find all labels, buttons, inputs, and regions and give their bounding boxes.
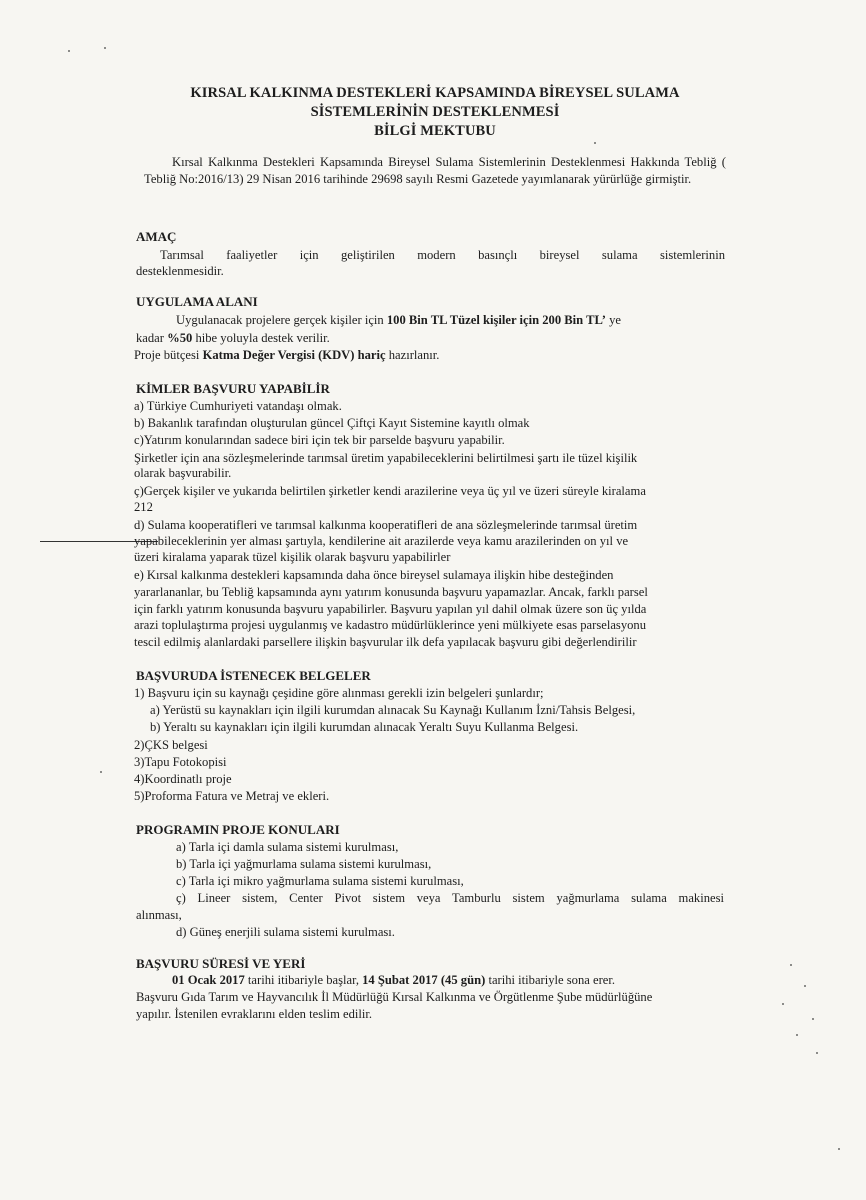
uygulama-line3: [134, 348, 439, 363]
uygulama-line1: [176, 313, 621, 328]
document-title-line2: SİSTEMLERİNİN DESTEKLENMESİ: [310, 104, 560, 120]
document-subtitle: BİLGİ MEKTUBU: [374, 123, 496, 139]
belgeler-item: 2)ÇKS belgesi: [134, 738, 208, 752]
scan-speck: [838, 1148, 840, 1150]
kimler-item: 212: [134, 500, 153, 514]
sure-heading: BAŞVURU SÜRESİ VE YERİ: [136, 956, 306, 971]
sure-line3: yapılır. İstenilen evraklarını elden teslim edilir.: [136, 1007, 373, 1021]
uygulama-percent: %50: [167, 331, 193, 345]
amac-text-line1: Tarımsal faaliyetler için geliştirilen modern basınçlı bireysel sulama sistemlerinin: [160, 248, 725, 262]
scan-speck: [790, 964, 792, 966]
intro-paragraph: Kırsal Kalkınma Destekleri Kapsamında Bireysel Sulama Sistemlerinin Desteklenmesi Hakkında Tebliğ ( Tebliğ No:2016/13) 29 Nisan 2016 tarihinde 29698 sayılı Resmi Gazetede yayımlanarak yürürlüğe girmiştir.: [144, 155, 726, 187]
program-item: ç) Lineer sistem, Center Pivot sistem veya Tamburlu sistem yağmurlama sulama makinesi: [176, 891, 724, 905]
kimler-item: üzeri kiralama yaparak tüzel kişilik olarak başvuru yapabilirler: [134, 550, 451, 564]
uygulama-limit-text: 100 Bin TL Tüzel kişiler için 200 Bin TL’: [386, 313, 606, 327]
program-item: b) Tarla içi yağmurlama sulama sistemi kurulması,: [176, 857, 432, 871]
uygulama-line1-text: Uygulanacak projelere gerçek kişiler için: [176, 313, 387, 327]
uygulama-kdv-text: Katma Değer Vergisi (KDV) hariç: [202, 348, 386, 362]
scan-speck: [100, 771, 102, 773]
uygulama-line3-end: hazırlanır.: [385, 348, 440, 362]
uygulama-line2: [136, 331, 330, 346]
kimler-heading: KİMLER BAŞVURU YAPABİLİR: [136, 381, 330, 396]
belgeler-item: 5)Proforma Fatura ve Metraj ve ekleri.: [134, 789, 330, 803]
kimler-item: a) Türkiye Cumhuriyeti vatandaşı olmak.: [134, 399, 342, 413]
kimler-item: Şirketler için ana sözleşmelerinde tarımsal üretim yapabileceklerini belirtilmesi şartı ile tüzel kişilik: [134, 451, 638, 465]
scan-speck: [812, 1018, 814, 1020]
uygulama-line3-text: Proje bütçesi: [134, 348, 203, 362]
program-item: alınması,: [136, 908, 182, 922]
uygulama-line1-end: ye: [605, 313, 621, 327]
program-item: c) Tarla içi mikro yağmurlama sulama sistemi kurulması,: [176, 874, 464, 888]
amac-text-line2: desteklenmesidir.: [136, 264, 224, 278]
belgeler-item: 1) Başvuru için su kaynağı çeşidine göre alınması gerekli izin belgeleri şunlardır;: [134, 686, 544, 700]
program-heading: PROGRAMIN PROJE KONULARI: [136, 822, 340, 837]
scan-speck: [796, 1034, 798, 1036]
kimler-item: c)Yatırım konularından sadece biri için tek bir parselde başvuru yapabilir.: [134, 433, 505, 447]
kimler-item: arazi toplulaştırma projesi uygulanmış ve kadastro müdürlüklerince yeni mülkiyete esas parselasyonu: [134, 618, 647, 632]
amac-heading: AMAÇ: [136, 229, 177, 244]
uygulama-line2-text: kadar: [136, 331, 168, 345]
uygulama-line2-end: hibe yoluyla destek verilir.: [192, 331, 330, 345]
scan-speck: [782, 1003, 784, 1005]
belgeler-item: 4)Koordinatlı proje: [134, 772, 232, 786]
document-title: KIRSAL KALKINMA DESTEKLERİ KAPSAMINDA BİREYSEL SULAMA: [190, 85, 680, 101]
sure-line1: [172, 973, 615, 988]
uygulama-heading: UYGULAMA ALANI: [136, 294, 258, 309]
kimler-item: b) Bakanlık tarafından oluşturulan güncel Çiftçi Kayıt Sistemine kayıtlı olmak: [134, 416, 530, 430]
kimler-item: yararlananlar, bu Tebliğ kapsamında aynı yatırım konusunda başvuru yapamazlar. Ancak, farklı parsel: [134, 585, 648, 599]
kimler-item: ç)Gerçek kişiler ve yukarıda belirtilen şirketler kendi arazilerine veya üç yıl ve üzeri süreyle kiralama: [134, 484, 646, 498]
program-item: d) Güneş enerjili sulama sistemi kurulması.: [176, 925, 395, 939]
sure-line1-text: tarihi itibariyle başlar,: [244, 973, 363, 987]
kimler-item: olarak başvurabilir.: [134, 466, 232, 480]
kimler-item: d) Sulama kooperatifleri ve tarımsal kalkınma kooperatifleri de ana sözleşmelerinde tarımsal üretim: [134, 518, 638, 532]
kimler-item: için farklı yatırım konusunda başvuru yapabilirler. Başvuru yapılan yıl dahil olmak üzere son üç yılda: [134, 602, 647, 616]
belgeler-item: b) Yeraltı su kaynakları için ilgili kurumdan alınacak Yeraltı Suyu Kullanma Belgesi.: [150, 720, 579, 734]
end-date: 14 Şubat 2017 (45 gün): [362, 973, 486, 987]
kimler-item: e) Kırsal kalkınma destekleri kapsamında daha önce bireysel sulamaya ilişkin hibe desteğinden: [134, 568, 614, 582]
kimler-item: yapabileceklerinin yer alması şartıyla, kendilerine ait arazilerde veya kamu arazilerinden on yıl ve: [134, 534, 629, 548]
scan-speck: [594, 142, 596, 144]
scan-speck: [816, 1052, 818, 1054]
belgeler-item: 3)Tapu Fotokopisi: [134, 755, 227, 769]
sure-line1-end: tarihi itibariyle sona erer.: [485, 973, 616, 987]
scan-speck: [804, 985, 806, 987]
scan-speck: [68, 50, 70, 52]
scan-speck: [104, 47, 106, 49]
start-date: 01 Ocak 2017: [172, 973, 245, 987]
kimler-item: tescil edilmiş alanlardaki parsellere ilişkin başvurular ilk defa yapılacak başvuru gibi değerlendirilir: [134, 635, 637, 649]
program-item: a) Tarla içi damla sulama sistemi kurulması,: [176, 840, 399, 854]
sure-line2: Başvuru Gıda Tarım ve Hayvancılık İl Müdürlüğü Kırsal Kalkınma ve Örgütlenme Şube müdürlüğüne: [136, 990, 653, 1004]
belgeler-heading: BAŞVURUDA İSTENECEK BELGELER: [136, 668, 371, 683]
belgeler-item: a) Yerüstü su kaynakları için ilgili kurumdan alınacak Su Kaynağı Kullanım İzni/Tahsis Belgesi,: [150, 703, 636, 717]
